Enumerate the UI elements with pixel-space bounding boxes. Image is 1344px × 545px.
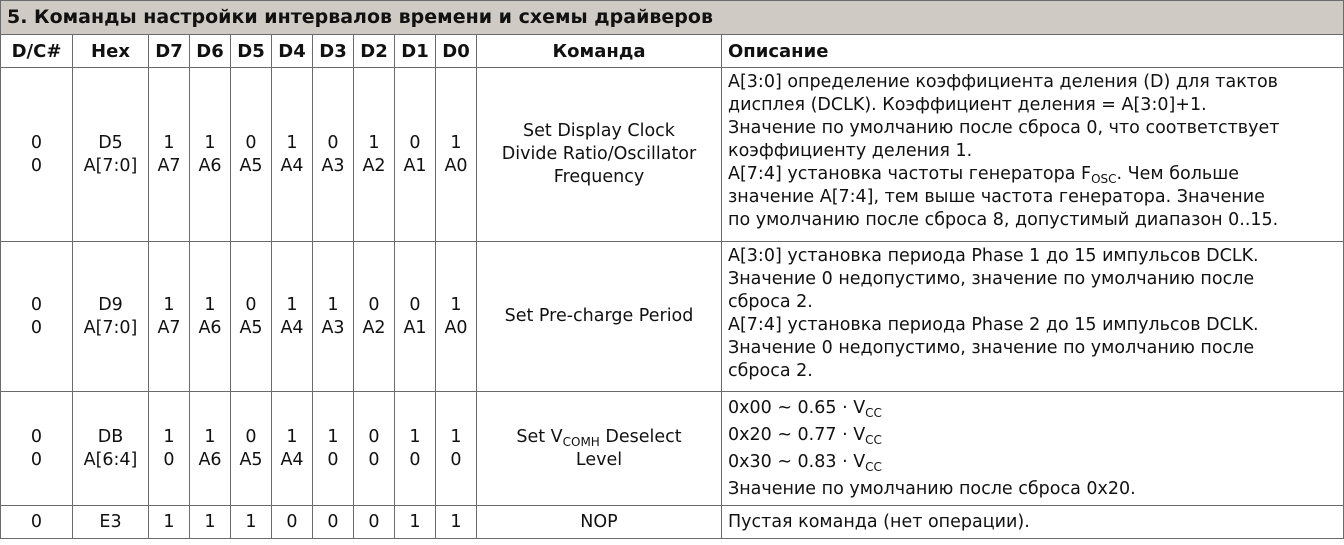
bit-value: 1 [327, 426, 339, 447]
dc-cell [1, 392, 73, 506]
bit-value: 1 [204, 132, 216, 153]
hex-value: D5 [98, 132, 123, 153]
bit-value: 0 [450, 449, 462, 470]
description-text: 0x00 ~ 0.65 · V [728, 398, 866, 418]
dc-value: 0 [30, 294, 43, 315]
command-name [483, 426, 715, 449]
bit-d0-cell [436, 242, 477, 392]
bit-d3-cell: 0 [313, 506, 354, 539]
command-cell: NOP [477, 506, 722, 539]
description-text: A[7:4] установка частоты генератора F [728, 164, 1092, 184]
bit-value: 0 [245, 426, 257, 447]
bit-value: A0 [444, 155, 468, 176]
bit-value: A5 [239, 317, 263, 338]
description-line: дисплея (DCLK). Коэффициент деления = A[3:0]+1. [728, 95, 1207, 115]
bit-value: 1 [450, 426, 462, 447]
bit-value: A6 [198, 155, 222, 176]
bit-value: 1 [286, 132, 298, 153]
header-d6: D6 [190, 35, 231, 68]
bit-value: A2 [362, 155, 386, 176]
command-text: Deselect [599, 426, 682, 447]
bit-d7-cell [149, 242, 190, 392]
bit-d4-cell: 0 [272, 506, 313, 539]
bit-d6-cell [190, 392, 231, 506]
bit-d2-cell: 0 [354, 506, 395, 539]
table-row [1, 392, 1344, 506]
command-name: Frequency [553, 167, 645, 187]
bit-value: A6 [198, 317, 222, 338]
description-line: A[3:0] установка периода Phase 1 до 15 импульсов DCLK. [728, 246, 1259, 266]
bit-value: 1 [163, 426, 175, 447]
description-line: значение A[7:4], тем выше частота генератора. Значение [728, 187, 1265, 207]
header-d5: D5 [231, 35, 272, 68]
bit-value: 1 [450, 294, 462, 315]
bit-value: A5 [239, 155, 263, 176]
description-line: Значение по умолчанию после сброса 0, что соответствует [728, 118, 1280, 138]
dc-value: 0 [30, 155, 43, 176]
section-title-row [1, 1, 1344, 35]
bit-value: 0 [368, 449, 380, 470]
bit-value: 0 [368, 426, 380, 447]
bit-value: A4 [280, 449, 304, 470]
bit-value: A3 [321, 317, 345, 338]
header-row [1, 35, 1344, 68]
hex-value: DB [97, 426, 124, 447]
bit-value: 0 [245, 132, 257, 153]
bit-d5-cell: 1 [231, 506, 272, 539]
description-cell [722, 68, 1344, 242]
bit-value: 1 [204, 426, 216, 447]
dc-value: 0 [30, 132, 43, 153]
bit-d5-cell [231, 242, 272, 392]
description-line [728, 395, 1337, 422]
header-d0: D0 [436, 35, 477, 68]
bit-value: 1 [409, 426, 421, 447]
header-d4: D4 [272, 35, 313, 68]
command-name: Set Pre-charge Period [504, 306, 694, 326]
description-cell: Пустая команда (нет операции). [722, 506, 1344, 539]
bit-value: 1 [450, 132, 462, 153]
command-name: Divide Ratio/Oscillator [501, 144, 697, 164]
hex-cell [73, 68, 149, 242]
command-cell [477, 242, 722, 392]
bit-d6-cell [190, 68, 231, 242]
bit-value: 1 [286, 294, 298, 315]
bit-d6-cell [190, 242, 231, 392]
bit-d2-cell [354, 68, 395, 242]
header-d7: D7 [149, 35, 190, 68]
header-hex: Hex [73, 35, 149, 68]
hex-value: A[6:4] [83, 449, 138, 470]
table-row [1, 242, 1344, 392]
bit-d5-cell [231, 68, 272, 242]
dc-value: 0 [30, 426, 43, 447]
hex-cell [73, 242, 149, 392]
command-cell [477, 392, 722, 506]
bit-d4-cell [272, 392, 313, 506]
hex-value: D9 [98, 294, 123, 315]
description-text: 0x20 ~ 0.77 · V [728, 425, 866, 445]
bit-value: 1 [368, 132, 380, 153]
header-description: Описание [722, 35, 1344, 68]
description-line [728, 422, 1337, 449]
bit-value: 1 [163, 132, 175, 153]
bit-value: 0 [327, 132, 339, 153]
description-line: Значение по умолчанию после сброса 0x20. [728, 479, 1136, 499]
hex-value: A[7:0] [83, 155, 138, 176]
bit-value: A4 [280, 155, 304, 176]
description-line: A[7:4] установка периода Phase 2 до 15 импульсов DCLK. [728, 315, 1259, 335]
subscript-cc: CC [865, 433, 882, 447]
bit-value: 1 [204, 294, 216, 315]
bit-value: 0 [409, 449, 421, 470]
bit-d6-cell: 1 [190, 506, 231, 539]
description-line: Значение 0 недопустимо, значение по умолчанию после [728, 338, 1255, 358]
bit-value: 0 [368, 294, 380, 315]
bit-d7-cell: 1 [149, 506, 190, 539]
bit-value: A4 [280, 317, 304, 338]
bit-value: 1 [327, 294, 339, 315]
bit-d2-cell [354, 392, 395, 506]
bit-d4-cell [272, 242, 313, 392]
dc-cell [1, 242, 73, 392]
header-command: Команда [477, 35, 722, 68]
description-line: по умолчанию после сброса 8, допустимый диапазон 0..15. [728, 210, 1279, 230]
bit-value: 0 [163, 449, 175, 470]
description-text: 0x30 ~ 0.83 · V [728, 452, 866, 472]
bit-d7-cell [149, 68, 190, 242]
command-text: Set V [516, 426, 563, 447]
description-cell [722, 392, 1344, 506]
bit-d5-cell [231, 392, 272, 506]
bit-d7-cell [149, 392, 190, 506]
dc-cell [1, 68, 73, 242]
bit-d3-cell [313, 242, 354, 392]
hex-cell: E3 [73, 506, 149, 539]
bit-value: A6 [198, 449, 222, 470]
description-line [728, 163, 1337, 186]
description-line [728, 449, 1337, 476]
bit-value: 1 [286, 426, 298, 447]
subscript-comh: COMH [562, 434, 600, 449]
command-name: Set Display Clock [523, 121, 675, 141]
subscript-cc: CC [865, 460, 882, 474]
bit-value: A0 [444, 317, 468, 338]
bit-value: A7 [157, 317, 181, 338]
header-dc: D/C# [1, 35, 73, 68]
bit-d0-cell [436, 392, 477, 506]
bit-value: 1 [163, 294, 175, 315]
description-cell [722, 242, 1344, 392]
bit-d0-cell: 1 [436, 506, 477, 539]
dc-cell: 0 [1, 506, 73, 539]
bit-value: A1 [403, 155, 427, 176]
bit-value: A7 [157, 155, 181, 176]
bit-value: 0 [409, 294, 421, 315]
bit-d3-cell [313, 392, 354, 506]
bit-d1-cell [395, 392, 436, 506]
bit-value: 0 [409, 132, 421, 153]
description-line: A[3:0] определение коэффициента деления (D) для тактов [728, 72, 1278, 92]
table-row [1, 506, 1344, 539]
bit-value: 0 [327, 449, 339, 470]
subscript-cc: CC [865, 406, 882, 420]
description-line: Значение 0 недопустимо, значение по умолчанию после [728, 269, 1255, 289]
command-cell [477, 68, 722, 242]
dc-value: 0 [30, 449, 43, 470]
bit-value: A5 [239, 449, 263, 470]
bit-value: A1 [403, 317, 427, 338]
bit-d0-cell [436, 68, 477, 242]
dc-value: 0 [30, 317, 43, 338]
header-d2: D2 [354, 35, 395, 68]
hex-value: A[7:0] [83, 317, 138, 338]
bit-value: A2 [362, 317, 386, 338]
header-d1: D1 [395, 35, 436, 68]
description-line: сброса 2. [728, 292, 813, 312]
description-line: коэффициенту деления 1. [728, 141, 973, 161]
bit-d3-cell [313, 68, 354, 242]
bit-value: 0 [245, 294, 257, 315]
bit-d1-cell: 1 [395, 506, 436, 539]
hex-cell [73, 392, 149, 506]
section-title: 5. Команды настройки интервалов времени и схемы драйверов [1, 1, 1344, 35]
bit-d1-cell [395, 242, 436, 392]
subscript-osc: OSC [1091, 172, 1117, 186]
command-name: Level [575, 449, 623, 470]
bit-d4-cell [272, 68, 313, 242]
bit-d2-cell [354, 242, 395, 392]
description-text: . Чем больше [1116, 164, 1239, 184]
table-row [1, 68, 1344, 242]
bit-d1-cell [395, 68, 436, 242]
bit-value: A3 [321, 155, 345, 176]
description-line: сброса 2. [728, 361, 813, 381]
header-d3: D3 [313, 35, 354, 68]
